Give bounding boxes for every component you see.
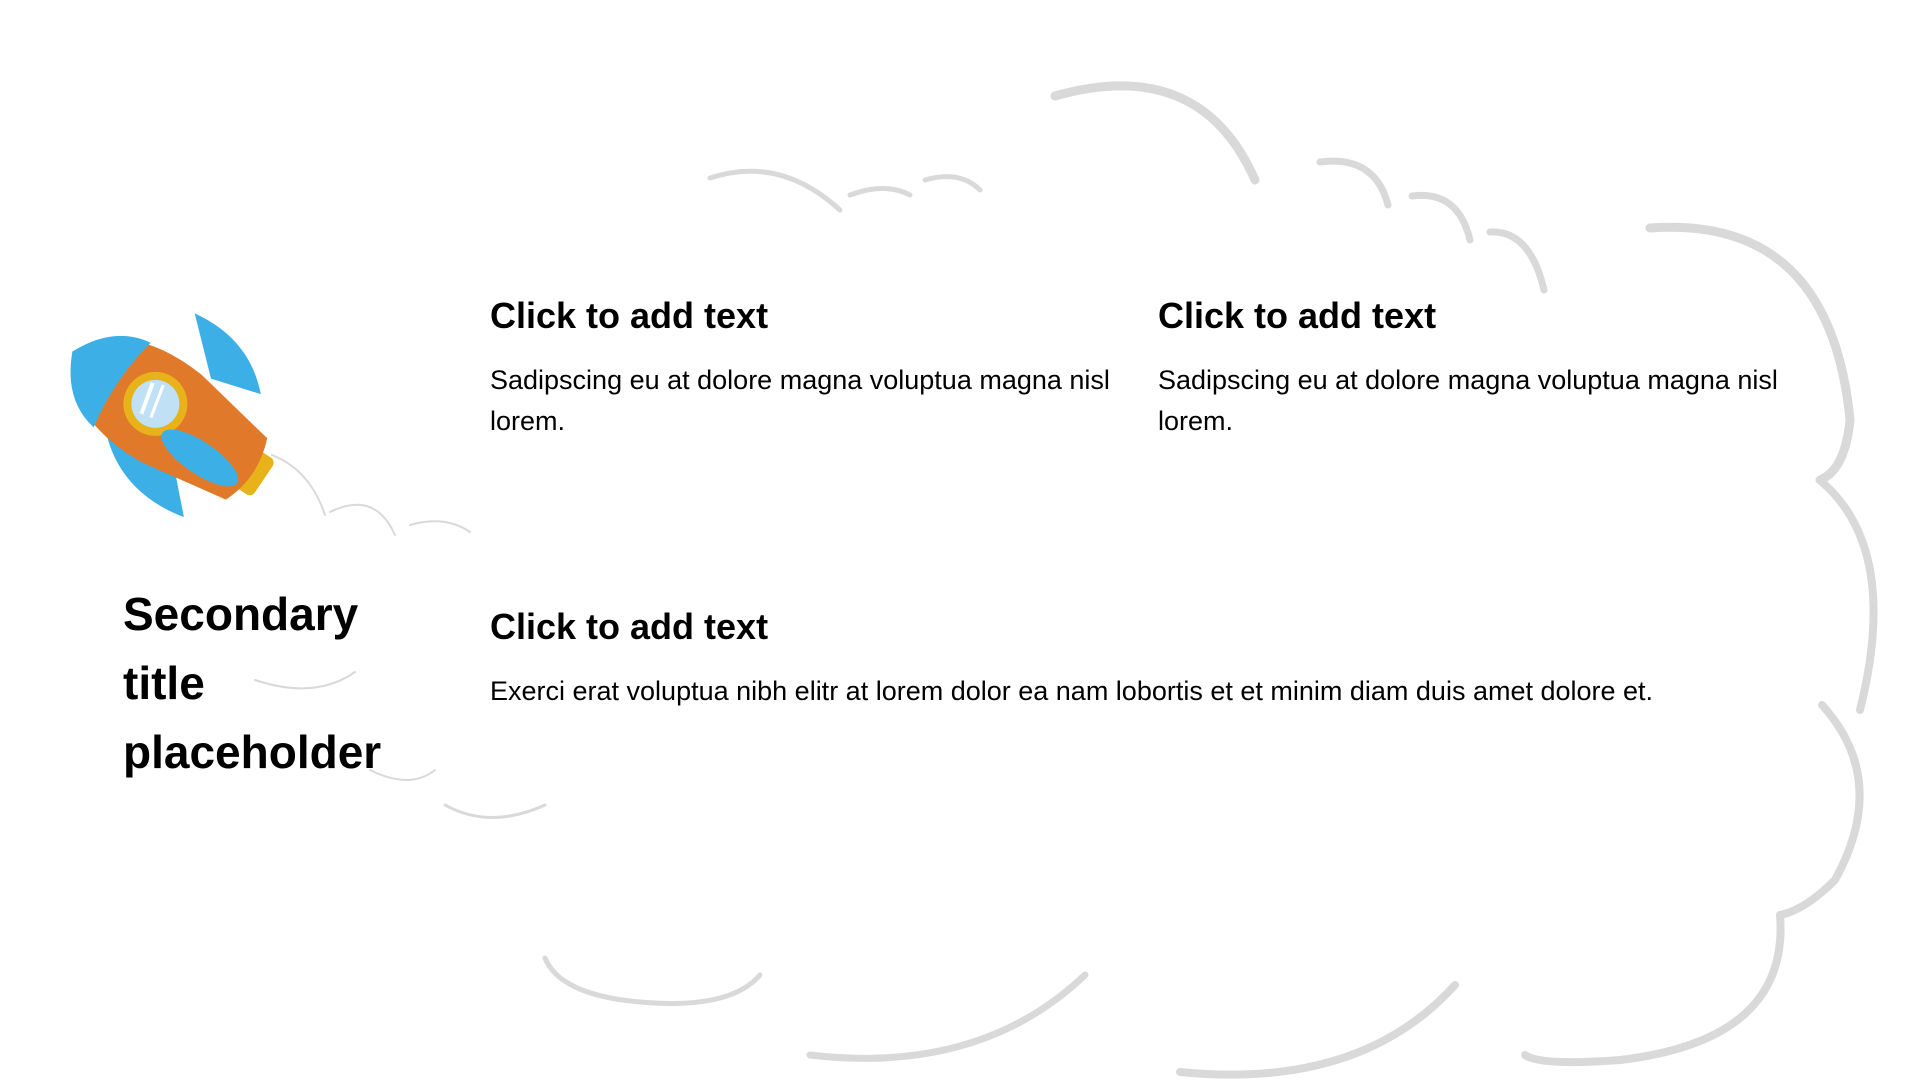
block-heading[interactable]: Click to add text bbox=[490, 295, 769, 336]
text-block-1[interactable] bbox=[490, 294, 1110, 442]
block-body[interactable]: Sadipscing eu at dolore magna voluptua magna nisl lorem. bbox=[1158, 365, 1778, 436]
secondary-title[interactable]: Secondary title placeholder bbox=[123, 588, 382, 778]
block-body[interactable]: Exerci erat voluptua nibh elitr at lorem dolor ea nam lobortis et et minim diam duis amet dolore et. bbox=[490, 676, 1654, 706]
text-block-3[interactable] bbox=[490, 605, 1790, 712]
rocket-illustration bbox=[30, 300, 300, 540]
block-body[interactable]: Sadipscing eu at dolore magna voluptua magna nisl lorem. bbox=[490, 365, 1110, 436]
block-heading[interactable]: Click to add text bbox=[1158, 295, 1437, 336]
block-heading[interactable]: Click to add text bbox=[490, 606, 769, 647]
text-block-2[interactable] bbox=[1158, 294, 1778, 442]
